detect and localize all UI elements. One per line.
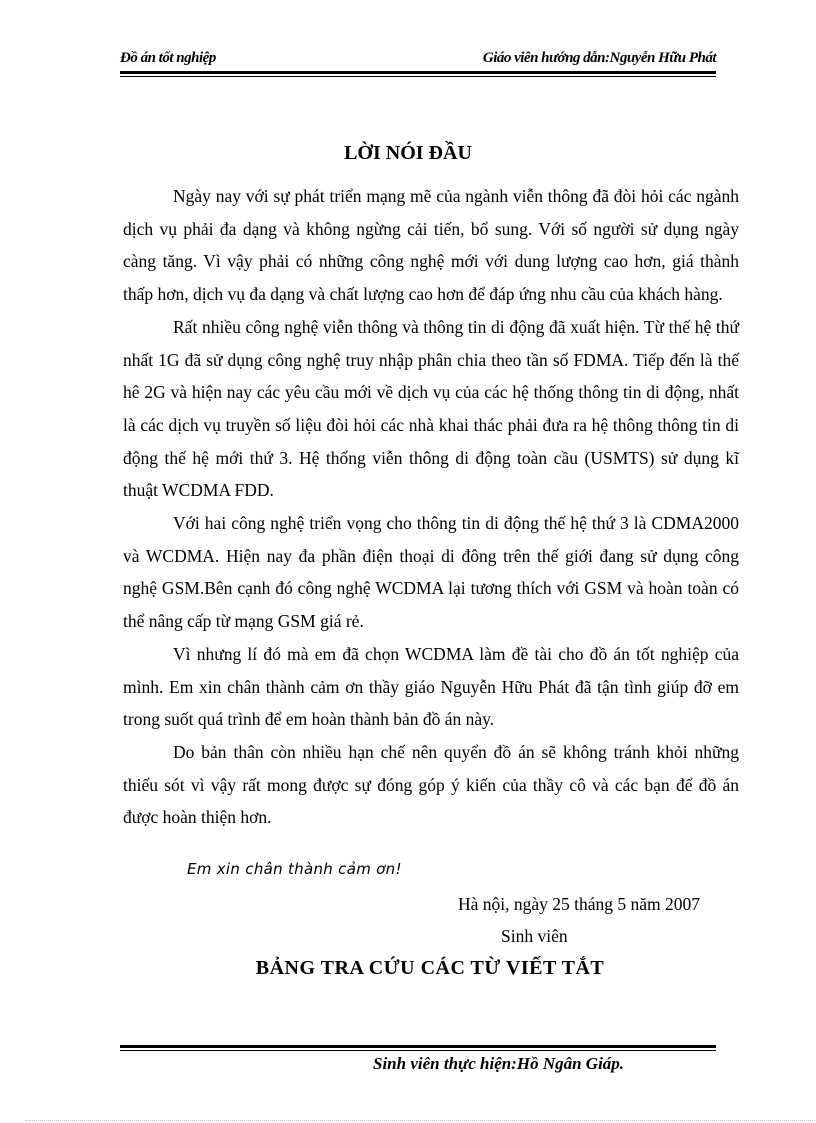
- footer-divider-thin: [120, 1050, 716, 1051]
- signature-role: Sinh viên: [501, 926, 568, 946]
- page-title: LỜI NÓI ĐẦU: [344, 142, 472, 164]
- paragraph: Với hai công nghệ triển vọng cho thông tin di động thế hệ thứ 3 là CDMA2000 và WCDMA. Hiện nay đa phần điện thoại di đông trên thế giới đang sử dụng công nghệ GSM.Bên cạnh đó công nghệ WCDMA lại tương thích với GSM và hoàn toàn có thể nâng cấp từ mạng GSM giá rẻ.: [123, 513, 739, 632]
- paragraph: Ngày nay với sự phát triển mạng mẽ của ngành viễn thông đã đòi hỏi các ngành dịch vụ phải đa dạng và không ngừng cải tiến, bổ sung. Với số người sử dụng ngày càng tăng. Vì vậy phải có những công nghệ mới với dung lượng cao hơn, giá thành thấp hơn, dịch vụ đa dạng và chất lượng cao hơn để đáp ứng nhu cầu của khách hàng.: [123, 186, 739, 305]
- page-header: [120, 50, 716, 72]
- page-footer: Sinh viên thực hiện:Hồ Ngân Giáp.: [373, 1054, 625, 1073]
- abbreviations-title: BẢNG TRA CỨU CÁC TỪ VIẾT TẮT: [255, 957, 605, 979]
- date-line: Hà nội, ngày 25 tháng 5 năm 2007: [458, 894, 701, 914]
- paragraph: Rất nhiều công nghệ viễn thông và thông tin di động đã xuất hiện. Từ thế hệ thứ nhất 1G đã sử dụng công nghệ truy nhập phân chia theo tần số FDMA. Tiếp đến là thế hê 2G và hiện nay các yêu cầu mới về dịch vụ của các hệ thống thông tin di động, nhất là các dịch vụ truyền số liệu đòi hỏi các nhà khai thác phải đưa ra hệ thông thông tin di động thế hệ mới thứ 3. Hệ thống viễn thông di động toàn cầu (USMTS) sử dụng kĩ thuật WCDMA FDD.: [123, 316, 739, 501]
- header-right-text: Giáo viên hướng dẫn:Nguyễn Hữu Phát: [482, 50, 716, 66]
- paragraph: Vì nhưng lí đó mà em đã chọn WCDMA làm đề tài cho đồ án tốt nghiệp của mình. Em xin chân thành cảm ơn thầy giáo Nguyễn Hữu Phát đã tận tình giúp đỡ em trong suốt quá trình để em hoàn thành bản đồ án này.: [123, 643, 739, 730]
- header-divider: [120, 71, 716, 74]
- paragraph: Do bản thân còn nhiều hạn chế nên quyển đồ án sẽ không tránh khỏi những thiếu sót vì vậy rất mong được sự đóng góp ý kiến của thầy cô và các bạn để đồ án được hoàn thiện hơn.: [123, 741, 739, 828]
- footer-divider: [120, 1045, 716, 1048]
- closing-line: Em xin chân thành cảm ơn!: [187, 860, 402, 878]
- page-edge-line: [25, 1120, 815, 1121]
- header-divider-thin: [120, 76, 716, 77]
- body-text: [123, 180, 739, 834]
- header-left-text: Đồ án tốt nghiệp: [120, 50, 216, 66]
